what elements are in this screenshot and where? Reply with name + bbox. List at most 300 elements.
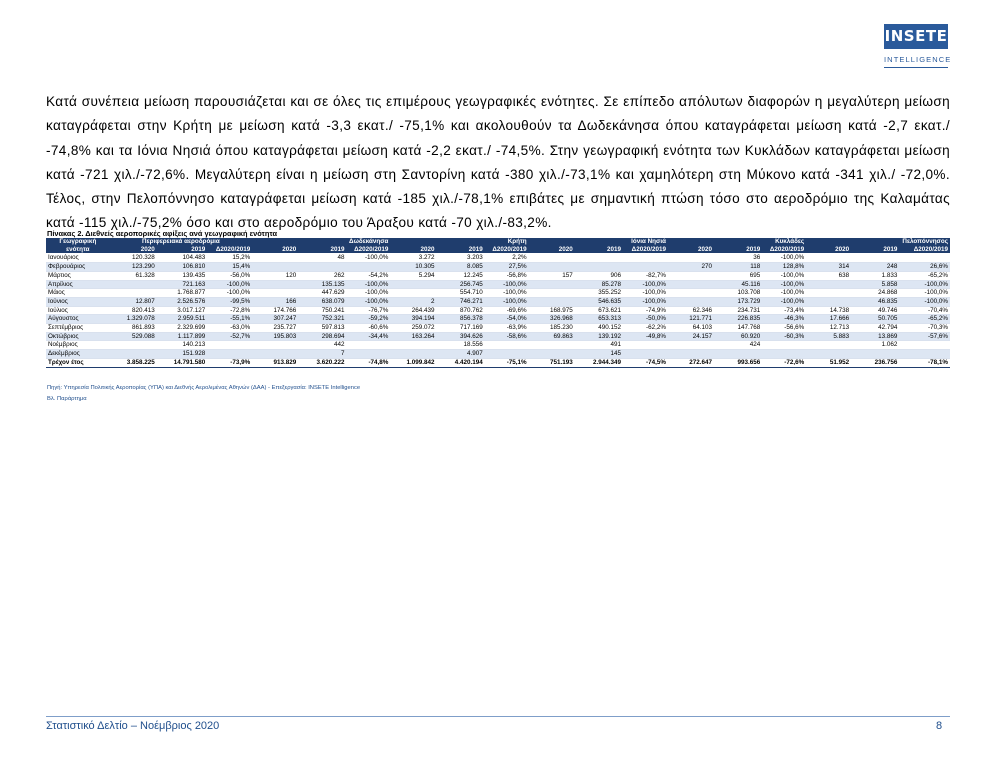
table-cell: 36 — [714, 254, 762, 263]
table-cell: 1.062 — [851, 341, 899, 350]
table-cell: -65,2% — [899, 315, 950, 324]
table-cell: 529.088 — [110, 332, 157, 341]
table-cell: 262 — [298, 271, 346, 280]
table-cell: -74,5% — [623, 358, 668, 367]
table-cell: 18.556 — [436, 341, 484, 350]
header-groups-row — [46, 238, 950, 246]
table-cell: 3.858.225 — [110, 358, 157, 367]
group-header: Πελοπόννησος — [806, 238, 950, 246]
table-cell — [347, 350, 391, 359]
table-cell: 42.794 — [851, 324, 899, 333]
table-cell: 2.329.699 — [157, 324, 207, 333]
table-cell: -63,0% — [207, 324, 252, 333]
table-cell: 51.952 — [806, 358, 851, 367]
body-paragraph: Κατά συνέπεια μείωση παρουσιάζεται και σε όλες τις επιμέρους γεωγραφικές ενότητες. Σε επίπεδο απόλυτων διαφορών η μεγαλύτερη μείωση καταγράφεται στην Κρήτη με μείωση κατά -3,3 εκατ./ -75,1% και ακολουθούν τα Δωδεκάνησα όπου καταγράφεται μείωση κατά -2,7 εκατ./ -74,8% και τα Ιόνια Νησιά όπου καταγράφεται μείωση κατά -2,2 εκατ./ -74,5%. Στην γεωγραφική ενότητα των Κυκλάδων καταγράφεται μείωση κατά -721 χιλ./-72,6%. Μεγαλύτερη είναι η μείωση στη Σαντορίνη κατά -380 χιλ./-73,1% και χαμηλότερη στη Μύκονο κατά -341 χιλ./ -72,0%. Τέλος, στην Πελοπόννησο καταγράφεται μείωση κατά -185 χιλ./-78,1% επιβάτες με σημαντική πτώση τόσο στο αεροδρόμιο της Καλαμάτας κατά -115 χιλ./-75,2% όσο και στο αεροδρόμιο του Άραξου κατά -70 χιλ./-83,2%. — [46, 94, 950, 231]
table-cell: 139.435 — [157, 271, 207, 280]
table-cell — [851, 350, 899, 359]
table-cell: -73,9% — [207, 358, 252, 367]
table-cell: 752.321 — [298, 315, 346, 324]
table-row — [46, 280, 950, 289]
logo-underline — [884, 67, 948, 68]
table-cell: 1.768.877 — [157, 289, 207, 298]
table-cell: 442 — [298, 341, 346, 350]
subcol-header: Δ2020/2019 — [762, 246, 806, 254]
table-cell: 2,2% — [485, 254, 529, 263]
subcol-header: 2019 — [851, 246, 899, 254]
table-cell — [529, 297, 575, 306]
table-cell — [390, 341, 436, 350]
subcol-header: 2019 — [157, 246, 207, 254]
table-cell: 128,8% — [762, 263, 806, 272]
table-cell — [806, 280, 851, 289]
table-cell: 256.745 — [436, 280, 484, 289]
table-cell: 24.868 — [851, 289, 899, 298]
table-cell — [529, 289, 575, 298]
table-cell — [851, 254, 899, 263]
row-label: Φεβρουάριος — [46, 263, 110, 272]
table-row — [46, 350, 950, 359]
table-cell: -100,0% — [762, 280, 806, 289]
table-cell: 1.099.842 — [390, 358, 436, 367]
table-cell — [623, 350, 668, 359]
table-cell — [668, 350, 714, 359]
subcol-header: Δ2020/2019 — [623, 246, 668, 254]
table-cell — [623, 263, 668, 272]
table-cell: -55,1% — [207, 315, 252, 324]
table-cell: -50,0% — [623, 315, 668, 324]
table-cell: 870.762 — [436, 306, 484, 315]
header-subcols-row — [46, 246, 950, 254]
table-cell: 491 — [575, 341, 623, 350]
table-cell: -70,4% — [899, 306, 950, 315]
subcol-header: 2020 — [529, 246, 575, 254]
table-row — [46, 324, 950, 333]
table-cell: -100,0% — [623, 280, 668, 289]
group-header: Κυκλάδες — [668, 238, 806, 246]
table-row — [46, 297, 950, 306]
table-cell: 3.620.222 — [298, 358, 346, 367]
table-cell — [668, 280, 714, 289]
table-cell: -100,0% — [623, 297, 668, 306]
table-cell — [668, 271, 714, 280]
table-cell: 24.157 — [668, 332, 714, 341]
table-cell: -56,8% — [485, 271, 529, 280]
subcol-header: 2020 — [668, 246, 714, 254]
subcol-header: 2020 — [110, 246, 157, 254]
subcol-header: Δ2020/2019 — [899, 246, 950, 254]
table-cell — [390, 289, 436, 298]
table-cell: 820.413 — [110, 306, 157, 315]
subcol-header: Δ2020/2019 — [347, 246, 391, 254]
table-cell — [762, 341, 806, 350]
table-cell — [529, 254, 575, 263]
table-cell: 139.192 — [575, 332, 623, 341]
page-number: 8 — [936, 720, 943, 732]
table-source: Πηγή: Υπηρεσία Πολιτικής Αεροπορίας (ΥΠΑ) και Διεθνής Αερολιμένας Αθηνών (ΔΑΑ) - Επεξεργασία: INSETE Intelligence — [47, 385, 361, 391]
table-cell: 234.731 — [714, 306, 762, 315]
row-label: Δεκέμβριος — [46, 350, 110, 359]
table-cell: 104.483 — [157, 254, 207, 263]
logo-brand: INSETE — [884, 24, 948, 49]
table-cell: 15,2% — [207, 254, 252, 263]
table-cell: -34,4% — [347, 332, 391, 341]
table-cell: 717.169 — [436, 324, 484, 333]
table-cell: 270 — [668, 263, 714, 272]
table-cell: 751.193 — [529, 358, 575, 367]
table-cell: 490.152 — [575, 324, 623, 333]
row-label: Αύγουστος — [46, 315, 110, 324]
table-cell: -56,0% — [207, 271, 252, 280]
table-cell — [529, 341, 575, 350]
table-cell: 12.713 — [806, 324, 851, 333]
table-cell: -100,0% — [899, 289, 950, 298]
table-cell: -75,1% — [485, 358, 529, 367]
table-cell: 7 — [298, 350, 346, 359]
table-cell: -65,2% — [899, 271, 950, 280]
subcol-header: Δ2020/2019 — [207, 246, 252, 254]
table-cell: 173.729 — [714, 297, 762, 306]
table-cell: 913.829 — [252, 358, 298, 367]
table-cell: 248 — [851, 263, 899, 272]
table-cell: 10.305 — [390, 263, 436, 272]
row-label: Οκτώβριος — [46, 332, 110, 341]
table-cell: 2.944.349 — [575, 358, 623, 367]
table-cell: 355.252 — [575, 289, 623, 298]
table-cell: 264.439 — [390, 306, 436, 315]
table-cell: 103.708 — [714, 289, 762, 298]
table-cell: 695 — [714, 271, 762, 280]
table-cell — [207, 341, 252, 350]
table-cell: 140.213 — [157, 341, 207, 350]
table-cell — [899, 254, 950, 263]
table-cell — [668, 341, 714, 350]
table-cell: 750.241 — [298, 306, 346, 315]
table-cell: -60,3% — [762, 332, 806, 341]
table-cell: 147.768 — [714, 324, 762, 333]
subcol-header: Δ2020/2019 — [485, 246, 529, 254]
table-cell: 4.907 — [436, 350, 484, 359]
table-cell: 3.203 — [436, 254, 484, 263]
table-cell — [806, 350, 851, 359]
table-cell: 15,4% — [207, 263, 252, 272]
table-cell: 2 — [390, 297, 436, 306]
subcol-header: 2020 — [390, 246, 436, 254]
table-cell: 166 — [252, 297, 298, 306]
table-cell: -49,8% — [623, 332, 668, 341]
table-cell: 62.346 — [668, 306, 714, 315]
table-cell: 3.017.127 — [157, 306, 207, 315]
table-cell — [252, 254, 298, 263]
row-label: Τρέχον έτος — [46, 358, 110, 367]
table-cell: 12.245 — [436, 271, 484, 280]
table-cell: 48 — [298, 254, 346, 263]
table-cell: 653.313 — [575, 315, 623, 324]
table-cell: 597.813 — [298, 324, 346, 333]
table-cell — [806, 297, 851, 306]
table-cell — [252, 289, 298, 298]
table-cell: 226.835 — [714, 315, 762, 324]
table-cell — [899, 350, 950, 359]
table-cell: -100,0% — [899, 297, 950, 306]
table-cell: 447.629 — [298, 289, 346, 298]
table-cell: 14.791.580 — [157, 358, 207, 367]
footer-title: Στατιστικό Δελτίο – Νοέμβριος 2020 — [46, 720, 220, 732]
group-header: Περιφερειακά αεροδρόμια — [110, 238, 253, 246]
table-cell: 326.968 — [529, 315, 575, 324]
arrivals-table — [46, 238, 950, 368]
table-cell — [207, 350, 252, 359]
table-row — [46, 289, 950, 298]
table-cell: 906 — [575, 271, 623, 280]
table-cell: 85.278 — [575, 280, 623, 289]
table-cell — [575, 263, 623, 272]
row-label: Σεπτέμβριος — [46, 324, 110, 333]
table-cell: -56,6% — [762, 324, 806, 333]
subcol-header: 2019 — [298, 246, 346, 254]
table-cell: 424 — [714, 341, 762, 350]
table-cell — [110, 350, 157, 359]
table-cell: 856.378 — [436, 315, 484, 324]
table-cell — [899, 341, 950, 350]
table-cell — [806, 289, 851, 298]
group-header: Ιόνια Νησιά — [529, 238, 668, 246]
subcol-header: 2019 — [436, 246, 484, 254]
table-cell: 120 — [252, 271, 298, 280]
table-cell: -99,5% — [207, 297, 252, 306]
table-cell: -69,6% — [485, 306, 529, 315]
table-cell: 993.656 — [714, 358, 762, 367]
table-cell: 49.746 — [851, 306, 899, 315]
table-cell: -100,0% — [485, 280, 529, 289]
table-cell: 394.626 — [436, 332, 484, 341]
table-cell: 174.766 — [252, 306, 298, 315]
table-cell — [529, 280, 575, 289]
table-cell: 12.807 — [110, 297, 157, 306]
table-cell — [529, 350, 575, 359]
row-label: Μάρτιος — [46, 271, 110, 280]
table-cell: -100,0% — [347, 289, 391, 298]
table-row — [46, 271, 950, 280]
table-cell: -100,0% — [347, 297, 391, 306]
table-caption: Πίνακας 2. Διεθνείς αεροπορικές αφίξεις ανά γεωγραφική ενότητα — [47, 229, 277, 238]
table-cell — [668, 254, 714, 263]
table-cell — [485, 341, 529, 350]
table-cell: 50.705 — [851, 315, 899, 324]
table-cell: 861.893 — [110, 324, 157, 333]
table-cell: -62,2% — [623, 324, 668, 333]
subcol-header: 2020 — [252, 246, 298, 254]
table-cell: 45.116 — [714, 280, 762, 289]
table-cell: 259.072 — [390, 324, 436, 333]
table-cell: -100,0% — [347, 280, 391, 289]
table-cell: 236.756 — [851, 358, 899, 367]
table-cell — [623, 341, 668, 350]
table-row — [46, 315, 950, 324]
table-cell — [298, 263, 346, 272]
table-cell — [390, 350, 436, 359]
table-cell — [575, 254, 623, 263]
table-cell: 5.858 — [851, 280, 899, 289]
table-cell: -70,3% — [899, 324, 950, 333]
table-cell: 120.328 — [110, 254, 157, 263]
table-cell: -100,0% — [207, 280, 252, 289]
table-cell: -82,7% — [623, 271, 668, 280]
table-cell: 121.771 — [668, 315, 714, 324]
table-cell — [806, 254, 851, 263]
table-cell: -72,6% — [762, 358, 806, 367]
insete-logo — [884, 24, 952, 68]
header-region-label: Γεωγραφική — [46, 238, 110, 246]
table-cell: 314 — [806, 263, 851, 272]
row-label: Νοέμβριος — [46, 341, 110, 350]
table-cell: 5.883 — [806, 332, 851, 341]
table-cell: 61.328 — [110, 271, 157, 280]
table-cell: -74,8% — [347, 358, 391, 367]
table-cell: -100,0% — [485, 289, 529, 298]
table-cell: 157 — [529, 271, 575, 280]
table-cell — [110, 289, 157, 298]
table-cell: -63,9% — [485, 324, 529, 333]
table-cell: -100,0% — [207, 289, 252, 298]
table-row — [46, 332, 950, 341]
table-cell — [668, 289, 714, 298]
table-cell: 69.863 — [529, 332, 575, 341]
table-cell: -78,1% — [899, 358, 950, 367]
table-cell — [252, 341, 298, 350]
table-cell: 135.135 — [298, 280, 346, 289]
table-cell — [806, 341, 851, 350]
table-cell: 145 — [575, 350, 623, 359]
table-cell: 673.621 — [575, 306, 623, 315]
table-cell: -52,7% — [207, 332, 252, 341]
table-cell: -100,0% — [762, 271, 806, 280]
table-cell: -100,0% — [623, 289, 668, 298]
table-cell: 151.928 — [157, 350, 207, 359]
table-cell: -100,0% — [762, 289, 806, 298]
table-cell — [252, 280, 298, 289]
table-cell: 64.103 — [668, 324, 714, 333]
table-cell: 721.163 — [157, 280, 207, 289]
table-cell: -100,0% — [347, 254, 391, 263]
subcol-header: 2019 — [575, 246, 623, 254]
table-cell: 394.194 — [390, 315, 436, 324]
group-header: Κρήτη — [390, 238, 528, 246]
row-label: Ιανουάριος — [46, 254, 110, 263]
table-cell: 123.290 — [110, 263, 157, 272]
row-label: Απρίλιος — [46, 280, 110, 289]
table-cell: 26,6% — [899, 263, 950, 272]
table-cell: 27,5% — [485, 263, 529, 272]
table-cell: 185.230 — [529, 324, 575, 333]
table-cell — [110, 280, 157, 289]
table-cell: 60.920 — [714, 332, 762, 341]
table-cell — [252, 263, 298, 272]
table-cell — [714, 350, 762, 359]
table-cell — [347, 263, 391, 272]
table-cell — [623, 254, 668, 263]
table-cell — [110, 341, 157, 350]
table-cell — [668, 297, 714, 306]
table-cell: -59,2% — [347, 315, 391, 324]
table-cell: 1.329.078 — [110, 315, 157, 324]
table-cell — [529, 263, 575, 272]
table-cell: -73,4% — [762, 306, 806, 315]
table-cell: 14.738 — [806, 306, 851, 315]
table-cell: 272.647 — [668, 358, 714, 367]
table-cell: 118 — [714, 263, 762, 272]
footer-divider — [46, 716, 950, 717]
logo-subtitle: INTELLIGENCE — [884, 55, 952, 64]
table-cell: 163.264 — [390, 332, 436, 341]
table-cell: 746.271 — [436, 297, 484, 306]
table-row — [46, 341, 950, 350]
header-region-sublabel: ενότητα — [46, 246, 110, 254]
total-row — [46, 358, 950, 367]
table-cell — [390, 280, 436, 289]
table-cell — [762, 350, 806, 359]
appendix-link[interactable]: Βλ. Παράρτημα — [47, 396, 87, 402]
table-cell: 5.294 — [390, 271, 436, 280]
table-cell: 13.869 — [851, 332, 899, 341]
table-cell: 106.810 — [157, 263, 207, 272]
subcol-header: 2020 — [806, 246, 851, 254]
table-cell: -54,0% — [485, 315, 529, 324]
table-cell: -58,6% — [485, 332, 529, 341]
table-cell: 1.833 — [851, 271, 899, 280]
table-cell: 8.085 — [436, 263, 484, 272]
table-cell — [252, 350, 298, 359]
table-cell: 1.117.899 — [157, 332, 207, 341]
table-cell: -100,0% — [762, 254, 806, 263]
table-cell: -57,6% — [899, 332, 950, 341]
table-row — [46, 306, 950, 315]
table-cell: 17.666 — [806, 315, 851, 324]
table-cell: 2.959.511 — [157, 315, 207, 324]
table-cell: 298.694 — [298, 332, 346, 341]
table-cell — [485, 350, 529, 359]
table-cell: 168.975 — [529, 306, 575, 315]
table-cell — [347, 341, 391, 350]
table-cell: 195.803 — [252, 332, 298, 341]
row-label: Μάιος — [46, 289, 110, 298]
table-cell: 307.247 — [252, 315, 298, 324]
table-row — [46, 254, 950, 263]
table-row — [46, 263, 950, 272]
table-cell: 46.835 — [851, 297, 899, 306]
table-cell: 546.635 — [575, 297, 623, 306]
table-cell: 638 — [806, 271, 851, 280]
table-cell: -60,6% — [347, 324, 391, 333]
table-cell: -46,3% — [762, 315, 806, 324]
table-cell: 2.526.576 — [157, 297, 207, 306]
table-cell: 235.727 — [252, 324, 298, 333]
table-cell: 4.420.194 — [436, 358, 484, 367]
table-cell: 638.079 — [298, 297, 346, 306]
table-cell: 3.272 — [390, 254, 436, 263]
table-cell: -74,9% — [623, 306, 668, 315]
row-label: Ιούνιος — [46, 297, 110, 306]
table-cell: -100,0% — [485, 297, 529, 306]
table-cell: -76,7% — [347, 306, 391, 315]
table-cell: -54,2% — [347, 271, 391, 280]
group-header: Δωδεκάνησα — [252, 238, 390, 246]
table-cell: -72,8% — [207, 306, 252, 315]
subcol-header: 2019 — [714, 246, 762, 254]
table-cell: -100,0% — [762, 297, 806, 306]
table-cell: -100,0% — [899, 280, 950, 289]
table-cell: 554.710 — [436, 289, 484, 298]
row-label: Ιούλιος — [46, 306, 110, 315]
